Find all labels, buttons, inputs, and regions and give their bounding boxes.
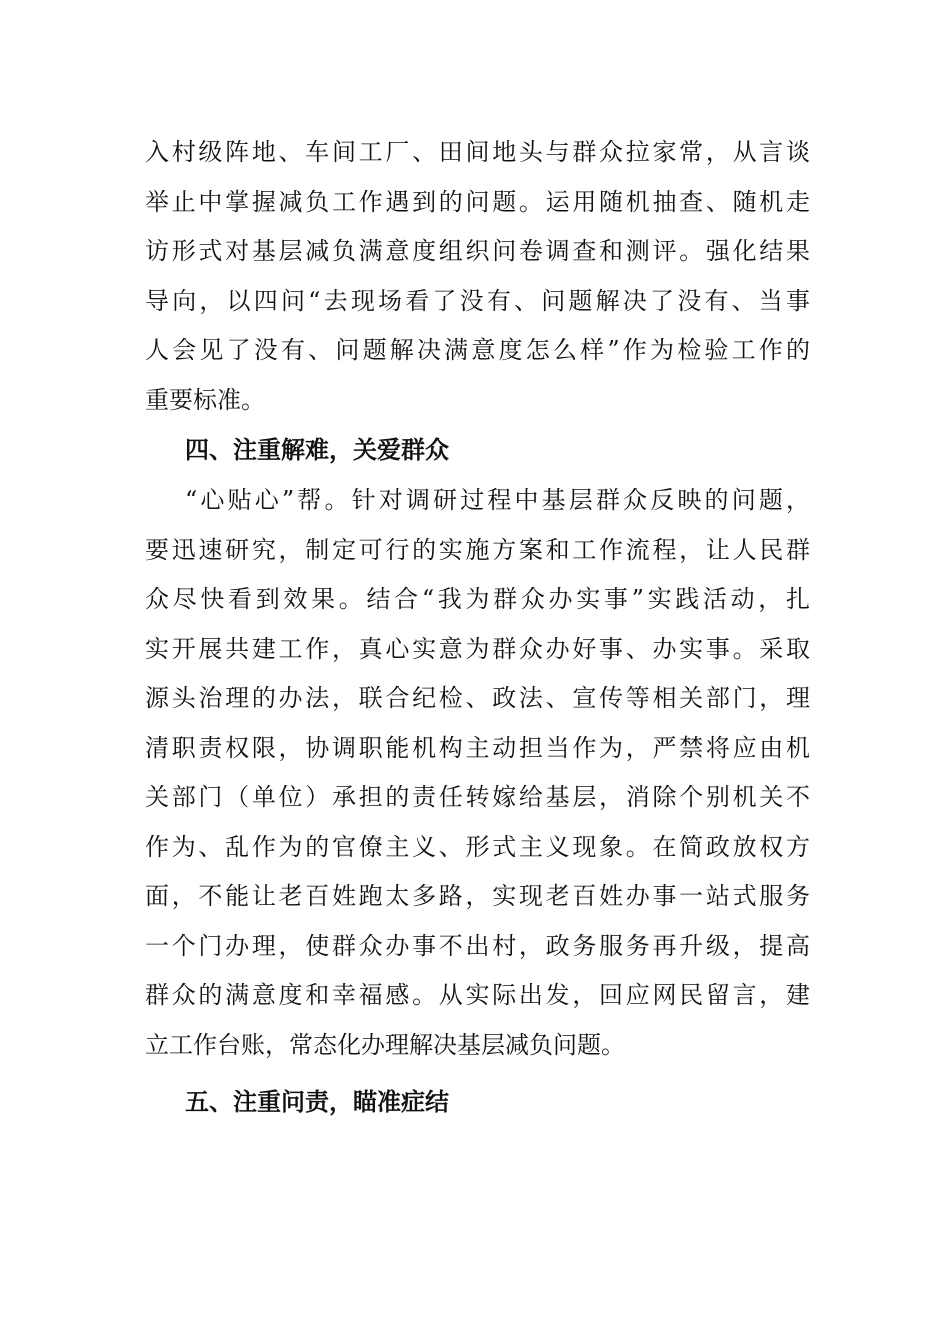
paragraph-line: 源头治理的办法，联合纪检、政法、宣传等相关部门，理 — [145, 684, 810, 712]
paragraph-line: 人会见了没有、问题解决满意度怎么样”作为检验工作的 — [145, 336, 810, 364]
paragraph-line: 群众的满意度和幸福感。从实际出发，回应网民留言，建 — [145, 981, 810, 1009]
paragraph-line: 访形式对基层减负满意度组织问卷调查和测评。强化结果 — [145, 237, 810, 265]
paragraph-line: 导向，以四问“去现场看了没有、问题解决了没有、当事 — [145, 286, 810, 315]
paragraph-section-4 — [145, 476, 810, 1070]
paragraph-line: 一个门办理，使群众办事不出村，政务服务再升级，提高 — [145, 931, 810, 960]
section-heading-4: 四、注重解难，关爱群众 — [185, 436, 449, 464]
paragraph-line: 举止中掌握减负工作遇到的问题。运用随机抽查、随机走 — [145, 187, 810, 216]
paragraph-line: “心贴心”帮。针对调研过程中基层群众反映的问题， — [185, 486, 810, 514]
section-heading-5: 五、注重问责，瞄准症结 — [185, 1088, 449, 1116]
paragraph-line: 面，不能让老百姓跑太多路，实现老百姓办事一站式服务 — [145, 882, 810, 910]
paragraph-continued — [145, 128, 810, 425]
paragraph-line: 立工作台账，常态化办理解决基层减负问题。 — [145, 1030, 625, 1059]
paragraph-line: 众尽快看到效果。结合“我为群众办实事”实践活动，扎 — [145, 585, 810, 613]
paragraph-line: 重要标准。 — [145, 385, 265, 414]
paragraph-line: 实开展共建工作，真心实意为群众办好事、办实事。采取 — [145, 634, 810, 663]
paragraph-line: 作为、乱作为的官僚主义、形式主义现象。在简政放权方 — [145, 832, 810, 861]
paragraph-line: 清职责权限，协调职能机构主动担当作为，严禁将应由机 — [145, 733, 810, 762]
paragraph-line: 关部门（单位）承担的责任转嫁给基层，消除个别机关不 — [145, 783, 810, 811]
paragraph-line: 入村级阵地、车间工厂、田间地头与群众拉家常，从言谈 — [145, 138, 810, 166]
paragraph-line: 要迅速研究，制定可行的实施方案和工作流程，让人民群 — [145, 535, 810, 564]
